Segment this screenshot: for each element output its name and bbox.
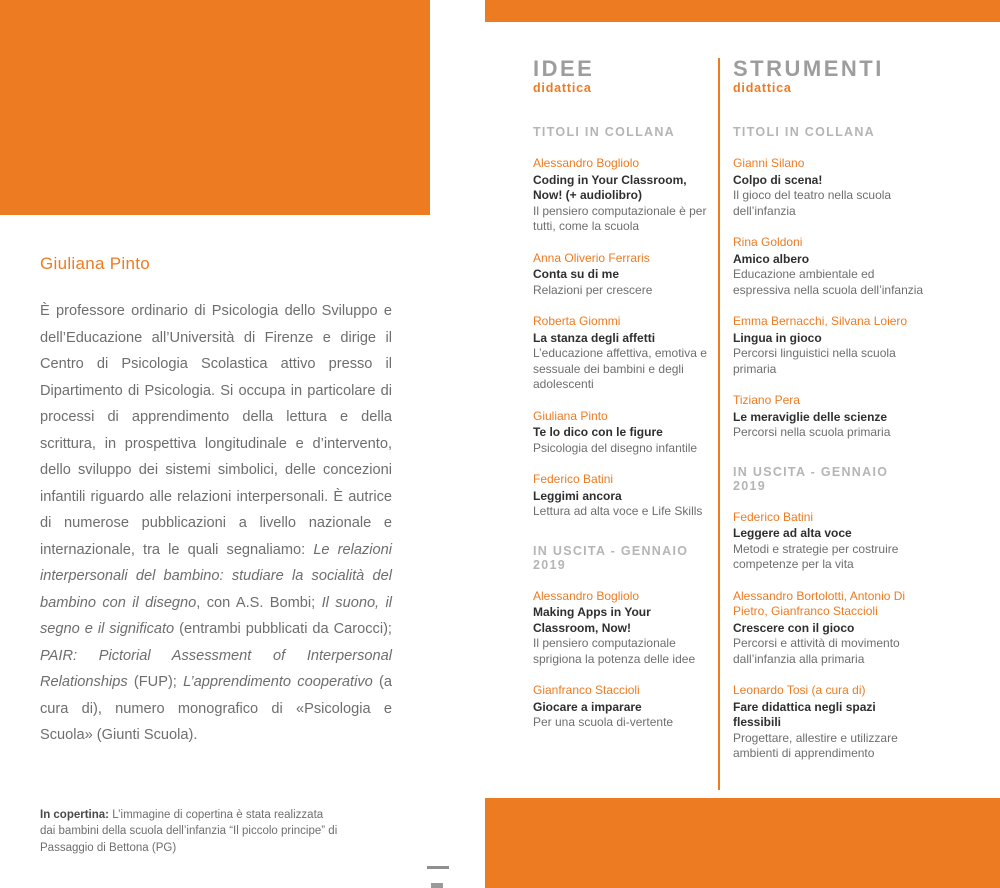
book-entry bbox=[533, 251, 715, 299]
book-title: Making Apps in Your Classroom, Now! bbox=[533, 605, 651, 635]
book-subtitle: Psicologia del disegno infantile bbox=[533, 440, 698, 455]
book-entry bbox=[733, 510, 925, 573]
column-divider-line bbox=[718, 58, 720, 790]
book-entry bbox=[733, 393, 925, 441]
book-author: Roberta Giommi bbox=[533, 314, 621, 329]
book-title: La stanza degli affetti bbox=[533, 330, 656, 345]
book-author: Rina Goldoni bbox=[733, 235, 803, 250]
book-author: Alessandro Bogliolo bbox=[533, 156, 640, 171]
book-entry bbox=[733, 156, 925, 219]
section-in-uscita bbox=[733, 465, 925, 762]
left-cover-orange-block bbox=[0, 0, 430, 215]
book-title: Colpo di scena! bbox=[733, 172, 823, 187]
bio-book-title: Le relazioni interpersonali del bambino: studiare la socialità del bambino con il disegno bbox=[40, 541, 392, 611]
book-author: Leonardo Tosi (a cura di) bbox=[733, 683, 866, 698]
book-author: Anna Oliverio Ferraris bbox=[533, 250, 650, 265]
book-author: Giuliana Pinto bbox=[533, 408, 608, 423]
book-author: Emma Bernacchi, Silvana Loiero bbox=[733, 314, 908, 329]
book-title: Le meraviglie delle scienze bbox=[733, 409, 888, 424]
book-author: Gianni Silano bbox=[733, 156, 805, 171]
right-top-orange-bar bbox=[485, 0, 1000, 22]
book-entry bbox=[533, 409, 715, 457]
book-author: Tiziano Pera bbox=[733, 393, 800, 408]
book-title: Leggimi ancora bbox=[533, 488, 622, 503]
book-title: Giocare a imparare bbox=[533, 699, 642, 714]
author-bio-text bbox=[40, 298, 392, 749]
bio-book-title: PAIR: Pictorial Assessment of Interpersonal Relationships bbox=[40, 647, 392, 690]
cover-credit-text: L’immagine di copertina è stata realizzata dai bambini della scuola dell’infanzia “Il piccolo principe” di Passaggio di Bettona (PG) bbox=[40, 808, 338, 854]
book-subtitle: Relazioni per crescere bbox=[533, 282, 653, 297]
bio-book-title: L’apprendimento cooperativo bbox=[183, 674, 373, 690]
series-subtitle-strumenti: didattica bbox=[733, 81, 792, 96]
book-title: Lingua in gioco bbox=[733, 330, 822, 345]
section-heading: TITOLI IN COLLANA bbox=[533, 125, 675, 140]
book-entry bbox=[533, 683, 715, 731]
cover-credit-lead: In copertina: bbox=[40, 808, 110, 821]
cover-credit-note bbox=[40, 807, 340, 857]
book-subtitle: Per una scuola di-vertente bbox=[533, 715, 674, 730]
book-subtitle: Il gioco del teatro nella scuola dell’infanzia bbox=[733, 188, 892, 218]
book-subtitle: Percorsi e attività di movimento dall’infanzia alla primaria bbox=[733, 636, 900, 666]
series-title-strumenti: STRUMENTI bbox=[733, 56, 884, 81]
series-title-idee: IDEE bbox=[533, 56, 595, 81]
book-entry bbox=[533, 314, 715, 393]
book-subtitle: L’educazione affettiva, emotiva e sessuale dei bambini e degli adolescenti bbox=[533, 346, 707, 392]
book-entry bbox=[533, 472, 715, 520]
book-subtitle: Lettura ad alta voce e Life Skills bbox=[533, 504, 703, 519]
spine-dash-mark bbox=[427, 866, 449, 869]
section-heading: IN USCITA - GENNAIO 2019 bbox=[733, 464, 889, 493]
book-title: Amico albero bbox=[733, 251, 810, 266]
section-heading: TITOLI IN COLLANA bbox=[733, 125, 875, 140]
book-subtitle: Il pensiero computazionale sprigiona la potenza delle idee bbox=[533, 636, 696, 666]
bio-segment: (FUP); bbox=[127, 674, 184, 690]
book-subtitle: Percorsi nella scuola primaria bbox=[733, 425, 891, 440]
catalog-column-strumenti bbox=[733, 57, 925, 778]
right-bottom-orange-block bbox=[485, 798, 1000, 888]
book-title: Fare didattica negli spazi flessibili bbox=[733, 699, 876, 730]
book-entry bbox=[733, 235, 925, 298]
book-title: Conta su di me bbox=[533, 267, 620, 282]
book-entry bbox=[733, 314, 925, 377]
book-entry bbox=[733, 589, 925, 668]
book-author: Alessandro Bogliolo bbox=[533, 588, 640, 603]
book-author: Gianfranco Staccioli bbox=[533, 683, 640, 698]
book-subtitle: Metodi e strategie per costruire competenze per la vita bbox=[733, 541, 899, 572]
series-subtitle-idee: didattica bbox=[533, 81, 592, 96]
catalog-column-idee bbox=[533, 57, 715, 747]
author-name: Giuliana Pinto bbox=[40, 254, 151, 273]
author-bio-flap bbox=[40, 254, 392, 749]
book-author: Federico Batini bbox=[733, 509, 814, 524]
section-heading: IN USCITA - GENNAIO 2019 bbox=[533, 543, 689, 572]
book-subtitle: Educazione ambientale ed espressiva nella scuola dell’infanzia bbox=[733, 267, 924, 297]
book-author: Alessandro Bortolotti, Antonio Di Pietro, Gianfranco Staccioli bbox=[733, 588, 906, 619]
bio-book-title: Il suono, il segno e il significato bbox=[40, 594, 392, 637]
bio-segment: , con A.S. Bombi; bbox=[196, 594, 322, 611]
bio-segment: (a cura di), numero monografico di «Psicologia e Scuola» (Giunti Scuola). bbox=[40, 674, 393, 743]
book-subtitle: Il pensiero computazionale è per tutti, come la scuola bbox=[533, 203, 707, 234]
section-titoli-in-collana bbox=[733, 125, 925, 441]
book-entry bbox=[733, 683, 925, 762]
book-title: Te lo dico con le figure bbox=[533, 425, 663, 440]
book-title: Coding in Your Classroom, Now! (+ audiolibro) bbox=[533, 172, 687, 203]
book-subtitle: Percorsi linguistici nella scuola primaria bbox=[733, 346, 896, 376]
book-subtitle: Progettare, allestire e utilizzare ambienti di apprendimento bbox=[733, 730, 898, 761]
crop-mark bbox=[431, 883, 443, 888]
bio-segment: È professore ordinario di Psicologia dello Sviluppo e dell’Educazione all’Università di Firenze e dirige il Centro di Psicologia Scolastica attivo presso il Dipartimento di Psicologia. Si occupa in particolare di processi di apprendimento della lettura e della scrittura, in prospettiva longitudinale e d’intervento, dello sviluppo dei sistemi simbolici, delle concezioni infantili riguardo alle relazioni interpersonali. È autrice di numerose pubblicazioni a livello nazionale e internazionale, tra le quali segnaliamo: bbox=[40, 303, 392, 558]
book-title: Leggere ad alta voce bbox=[733, 526, 852, 541]
section-titoli-in-collana bbox=[533, 125, 715, 520]
section-in-uscita bbox=[533, 544, 715, 731]
book-entry bbox=[533, 589, 715, 668]
book-author: Federico Batini bbox=[533, 472, 614, 487]
book-title: Crescere con il gioco bbox=[733, 620, 855, 635]
book-entry bbox=[533, 156, 715, 235]
bio-segment: (entrambi pubblicati da Carocci); bbox=[174, 621, 392, 637]
